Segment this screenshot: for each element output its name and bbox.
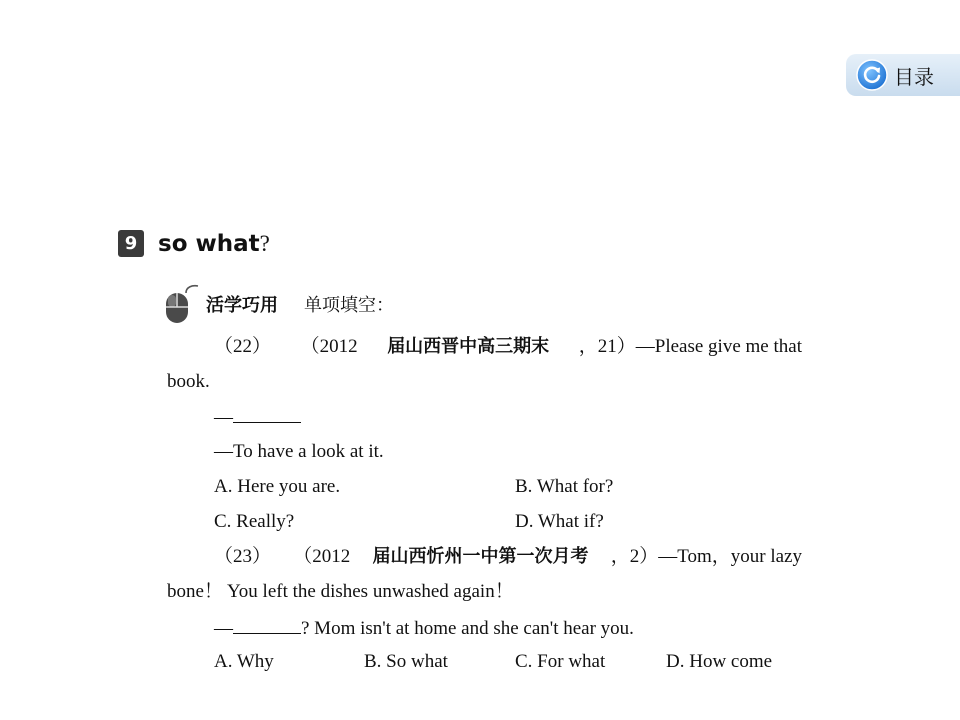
refresh-circle-icon [856,59,888,91]
q23-number: （23） [214,546,272,567]
q22-line1 [214,335,802,359]
mouse-icon [164,283,202,325]
q22-option-b[interactable]: B. What for? [515,476,614,497]
q23-line3-rest: ? Mom isn't at home and she can't hear you. [301,618,634,639]
section-title-text: so what [158,230,260,257]
q23-line3 [214,615,634,641]
q22-source-pre: （2012 [300,336,358,357]
q22-line2: book. [167,371,210,392]
q23-blank[interactable] [233,615,301,634]
q22-source-post: ，21）—Please give me that [578,336,802,357]
q23-option-a[interactable]: A. Why [214,651,274,672]
q22-option-a[interactable]: A. Here you are. [214,476,341,497]
q23-option-d[interactable]: D. How come [666,651,773,672]
q23-source-post: ，2）—Tom，your lazy [610,546,802,567]
q23-option-c[interactable]: C. For what [515,651,606,672]
q23-option-b[interactable]: B. So what [364,651,448,672]
toc-button[interactable] [846,54,960,96]
q23-source-pre: （2012 [293,546,351,567]
q22-blank[interactable] [233,404,301,423]
section-heading [118,230,270,257]
q23-line2: bone！ You left the dishes unwashed again！ [167,581,514,602]
subheading-label: 活学巧用 [206,295,278,316]
section-question-mark: ? [259,230,270,256]
subheading [164,283,394,325]
q22-option-d[interactable]: D. What if? [515,511,604,532]
subheading-task: 单项填空： [304,295,394,316]
q22-option-c[interactable]: C. Really? [214,511,295,532]
q23-source-school: 届山西忻州一中第一次月考 [372,546,589,567]
q23-dash: — [214,618,233,639]
q22-source-school: 届山西晋中高三期末 [387,336,550,357]
q22-answer-line [214,404,301,430]
q22-dash: — [214,407,233,428]
q23-line1 [214,545,802,569]
q22-reply: —To have a look at it. [214,441,384,462]
section-number-badge: 9 [118,230,144,257]
section-title [158,231,270,257]
q22-number: （22） [214,336,272,357]
toc-label: 目录 [894,64,934,89]
